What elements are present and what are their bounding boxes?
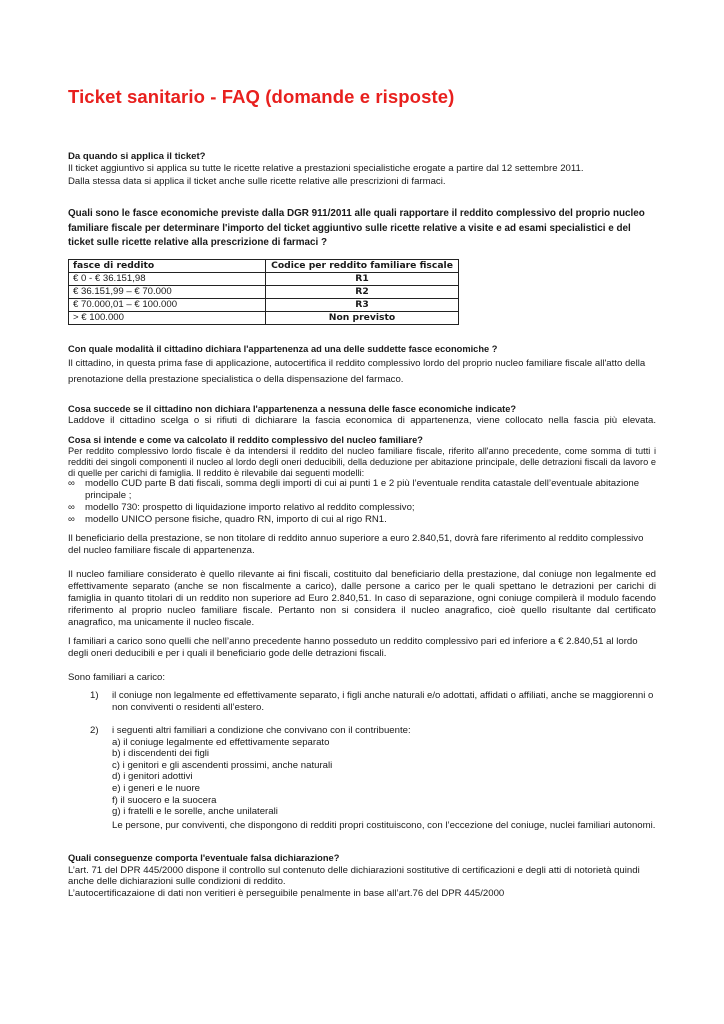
- dependents-list-1: [68, 690, 656, 714]
- table-cell-code: R1: [266, 273, 459, 286]
- faq-5-models-list: [68, 478, 656, 526]
- paragraph: Il nucleo familiare considerato è quello rilevante ai fini fiscali, costituito dal beneficiario della prestazione, dal coniuge non legalmente ed effettivamente separato (anche se non fiscalmente a carico), dalle persone a carico per le quali spettano le detrazioni per carichi di famiglia in quanto titolari di un reddito non superiore ad Euro 2.840,51. In caso di separazione, ogni coniuge compilerà il modulo facendo riferimento al proprio nucleo familiare fiscale. Pertanto non si considera il nucleo anagrafico, cioè quello risultante dal certificato anagrafico, ma unicamente il nucleo fiscale.: [68, 569, 656, 628]
- paragraph: Il beneficiario della prestazione, se non titolare di reddito annuo superiore a euro 2.840,51, dovrà fare riferimento al reddito complessivo del nucleo familiare fiscale di appartenenza.: [68, 533, 644, 556]
- table-row: [69, 273, 459, 286]
- list-item-text: modello 730: prospetto di liquidazione importo relativo al reddito complessivo;: [85, 502, 415, 513]
- faq-5-paragraph-4: [68, 636, 656, 660]
- faq-6: [68, 853, 656, 899]
- faq-4: [68, 403, 656, 428]
- faq-6-answer-1: L’art. 71 del DPR 445/2000 dispone il controllo sul contenuto delle dichiarazioni sostitutive di certificazioni e degli atti di notorietà quindi anche delle dichiarazioni sulle condizioni di reddito.: [68, 864, 640, 888]
- table-header-cell: Codice per reddito familiare fiscale: [266, 260, 459, 273]
- infinity-bullet-icon: ∞: [68, 502, 75, 513]
- sub-list-item: c) i genitori e gli ascendenti prossimi, anche naturali: [112, 759, 333, 771]
- table-cell-band: € 0 - € 36.151,98: [69, 273, 266, 286]
- list-item-text: il coniuge non legalmente ed effettivamente separato, i figli anche naturali e/o adottati, affidati o affiliati, anche se maggiorenni o non conviventi o residenti all’estero.: [112, 690, 654, 713]
- faq-4-question: Cosa succede se il cittadino non dichiara l'appartenenza a nessuna delle fasce economiche indicate?: [68, 404, 517, 414]
- list-item: [68, 690, 656, 714]
- table-cell-band: € 36.151,99 – € 70.000: [69, 286, 266, 299]
- faq-5-paragraph-5: [68, 672, 656, 684]
- faq-1-question: Da quando si applica il ticket?: [68, 151, 206, 162]
- infinity-bullet-icon: ∞: [68, 514, 75, 525]
- faq-2: [68, 207, 656, 251]
- sub-list-item: f) il suocero e la suocera: [112, 794, 217, 806]
- table-cell-band: € 70.000,01 – € 100.000: [69, 299, 266, 312]
- faq-5: [68, 435, 656, 479]
- faq-5-paragraph-3: [68, 569, 656, 629]
- sub-list-item: d) i genitori adottivi: [112, 771, 193, 783]
- table-cell-code: Non previsto: [266, 312, 459, 325]
- table-row: [69, 299, 459, 312]
- paragraph: Sono familiari a carico:: [68, 672, 166, 683]
- sub-list-item: e) i generi e le nuore: [112, 782, 200, 794]
- table-header-cell: fasce di reddito: [69, 260, 266, 273]
- faq-6-answer-2: L’autocertificazaione di dati non veritieri è perseguibile penalmente in base all’art.76 del DPR 445/2000: [68, 887, 505, 899]
- list-item: [68, 502, 656, 514]
- faq-5-answer: Per reddito complessivo lordo fiscale è da intendersi il reddito del nucleo familiare fiscale, riferito all'anno precedente, come somma di tutti i redditi dei singoli componenti il nucleo al lordo degli oneri deducibili, della deduzione per abitazione principale, delle detrazioni fiscali da lavoro e di quelle per carichi di famiglia. Il reddito è rilevabile dai seguenti modelli:: [68, 446, 656, 478]
- faq-2-question: Quali sono le fasce economiche previste dalla DGR 911/2011 alle quali rapportare il reddito complessivo del proprio nucleo familiare fiscale per determinare l'importo del ticket aggiuntivo sulle ricette relative a visite e ad esami specialistici e del ticket sulle ricette relative alla prescrizione di farmaci ?: [68, 208, 645, 249]
- paragraph: I familiari a carico sono quelli che nell’anno precedente hanno posseduto un reddito complessivo pari ed inferiore a € 2.840,51 al lordo degli oneri deducibili e per i quali il beneficiario gode delle detrazioni fiscali.: [68, 636, 638, 659]
- list-number: 1): [90, 690, 99, 701]
- faq-3-answer: Il cittadino, in questa prima fase di applicazione, autocertifica il reddito complessivo lordo del proprio nucleo familiare fiscale all'atto della prenotazione della prestazione specialistica o della dispensazione del farmaco.: [68, 358, 646, 385]
- table-cell-code: R2: [266, 286, 459, 299]
- sub-list-item: b) i discendenti dei figli: [112, 748, 210, 760]
- faq-6-question: Quali conseguenze comporta l'eventuale falsa dichiarazione?: [68, 853, 340, 863]
- faq-5-question: Cosa si intende e come va calcolato il reddito complessivo del nucleo familiare?: [68, 435, 423, 445]
- faq-1-answer-1: Il ticket aggiuntivo si applica su tutte le ricette relative a prestazioni specialistiche erogate a partire dal 12 settembre 2011.: [68, 163, 584, 175]
- faq-5-paragraph-2: [68, 533, 656, 557]
- list-item: [68, 478, 656, 502]
- faq-1: [68, 151, 656, 188]
- sub-list: [68, 737, 656, 833]
- list-item-text: i seguenti altri familiari a condizione che convivano con il contribuente:: [112, 725, 411, 736]
- page-title: Ticket sanitario - FAQ (domande e risposte): [68, 86, 455, 107]
- sub-list-item: a) il coniuge legalmente ed effettivamente separato: [112, 736, 330, 748]
- faq-3-question: Con quale modalità il cittadino dichiara l'appartenenza ad una delle suddette fasce economiche ?: [68, 344, 498, 354]
- income-bands-table: [68, 259, 459, 325]
- table-cell-code: R3: [266, 299, 459, 312]
- faq-4-answer: Laddove il cittadino scelga o si rifiuti di dichiarare la fascia economica di appartenenza, viene collocato nella fascia più elevata.: [68, 415, 656, 427]
- dependents-list-2: [68, 725, 656, 833]
- table-row: [69, 286, 459, 299]
- list-item: [68, 514, 656, 526]
- table-header-row: [69, 260, 459, 273]
- list-item: [68, 725, 656, 737]
- table-row: [69, 312, 459, 325]
- faq-3: [68, 343, 656, 388]
- list-number: 2): [90, 725, 99, 736]
- list-item-text: modello UNICO persone fisiche, quadro RN, importo di cui al rigo RN1.: [85, 514, 387, 525]
- sub-list-note: Le persone, pur conviventi, che dispongono di redditi propri costituiscono, con l’eccezione del coniuge, nuclei familiari autonomi.: [112, 819, 656, 831]
- list-item-text: modello CUD parte B dati fiscali, somma degli importi di cui ai punti 1 e 2 più l’eventuale rendita catastale dell’eventuale abitazione principale ;: [85, 478, 640, 501]
- infinity-bullet-icon: ∞: [68, 478, 75, 489]
- sub-list-item: g) i fratelli e le sorelle, anche unilaterali: [112, 806, 278, 818]
- table-cell-band: > € 100.000: [69, 312, 266, 325]
- faq-1-answer-2: Dalla stessa data si applica il ticket anche sulle ricette relative alle prescrizioni di farmaci.: [68, 175, 446, 187]
